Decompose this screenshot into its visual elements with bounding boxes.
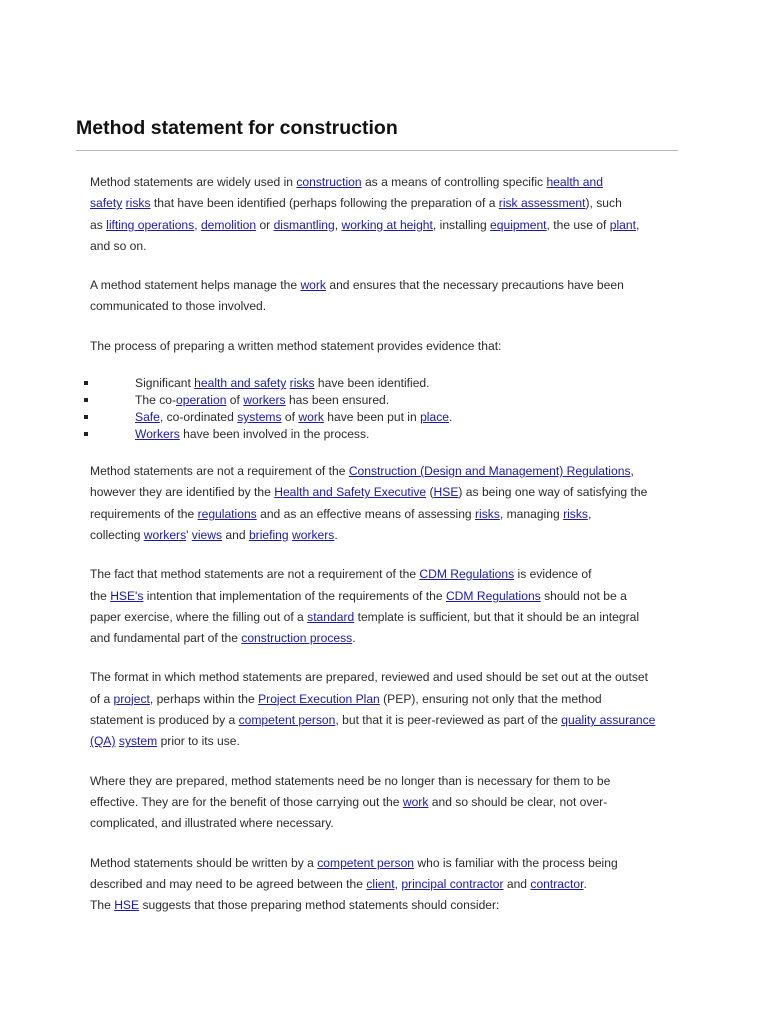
link-competent-person[interactable]: competent person <box>317 855 415 870</box>
text-run: and as an effective means of assessing <box>256 506 476 521</box>
link-health-and[interactable]: health and <box>546 175 603 189</box>
paragraph <box>90 667 680 752</box>
text-run: The co- <box>135 393 176 408</box>
bullet-square-icon <box>84 381 88 385</box>
text-run: Where they are prepared, method statements need be no longer than is necessary for them to be <box>90 773 611 788</box>
bullet-list <box>0 375 680 443</box>
text-run: . <box>352 631 356 646</box>
paragraph <box>90 172 680 257</box>
text-run: . <box>583 876 587 891</box>
text-run: and ensures that the necessary precautions have been <box>325 278 624 293</box>
text-run: the <box>90 588 111 603</box>
link-project-execution-plan[interactable]: Project Execution Plan <box>258 691 380 706</box>
link-principal-contractor[interactable]: principal contractor <box>401 876 504 891</box>
paragraph <box>90 275 680 318</box>
text-run: described and may need to be agreed between the <box>90 876 367 891</box>
text-run: of <box>226 393 244 408</box>
link-contractor[interactable]: contractor <box>530 876 584 891</box>
paragraph <box>90 564 680 649</box>
text-run: and <box>503 876 531 891</box>
text-run: , co-ordinated <box>159 410 238 425</box>
text-run: , <box>194 217 201 232</box>
text-run: , <box>635 217 640 232</box>
text-run: Method statements are widely used in <box>90 175 297 189</box>
link-health-and-safety-executive[interactable]: Health and Safety Executive <box>274 485 427 500</box>
text-run: should not be a <box>540 588 627 603</box>
list-item <box>0 409 680 426</box>
text-run: Significant <box>135 376 195 391</box>
link-operation[interactable]: operation <box>176 393 227 408</box>
text-run: , <box>394 876 402 891</box>
text-run: ( <box>426 485 434 500</box>
link-project[interactable]: project <box>113 691 150 706</box>
link-dismantling[interactable]: dismantling <box>273 217 335 232</box>
article-body <box>90 172 680 916</box>
text-run: intention that implementation of the requirements of the <box>143 588 446 603</box>
link-demolition[interactable]: demolition <box>200 217 257 232</box>
text-run: and so on. <box>90 238 147 253</box>
link-construction[interactable]: construction <box>296 175 362 189</box>
link-risks[interactable]: risks <box>475 506 500 521</box>
text-run: statement is produced by a <box>90 713 239 728</box>
text-run: prior to its use. <box>157 734 240 749</box>
link-hse[interactable]: HSE <box>114 898 140 913</box>
text-run: have been identified. <box>314 376 430 391</box>
link-system[interactable]: system <box>118 734 158 749</box>
text-run: (PEP), ensuring not only that the method <box>379 691 602 706</box>
text-run: Method statements should be written by a <box>90 855 318 870</box>
text-run: has been ensured. <box>285 393 390 408</box>
text-run: The fact that method statements are not a requirement of the <box>90 567 420 582</box>
text-run: , installing <box>432 217 491 232</box>
bullet-square-icon <box>84 415 88 419</box>
text-run: . <box>334 527 338 542</box>
link-construction-design-and-management-regulations[interactable]: Construction (Design and Management) Regulations <box>348 464 631 479</box>
paragraph <box>90 853 680 917</box>
text-run: , <box>334 217 342 232</box>
link-lifting-operations[interactable]: lifting operations <box>106 217 195 232</box>
text-run: effective. They are for the benefit of those carrying out the <box>90 794 403 809</box>
link-client[interactable]: client <box>366 876 395 891</box>
link-work[interactable]: work <box>402 794 429 809</box>
text-run: have been put in <box>323 410 421 425</box>
link-workers[interactable]: workers <box>143 527 187 542</box>
text-run: collecting <box>90 527 144 542</box>
bullet-square-icon <box>84 398 88 402</box>
link-systems[interactable]: systems <box>237 410 282 425</box>
text-run: as <box>90 217 107 232</box>
link-safety[interactable]: safety <box>90 196 123 211</box>
link-standard[interactable]: standard <box>307 609 355 624</box>
paragraph <box>90 461 680 546</box>
link-risks[interactable]: risks <box>289 376 315 391</box>
link-equipment[interactable]: equipment <box>490 217 547 232</box>
text-run: paper exercise, where the filling out of a <box>90 609 308 624</box>
text-run: Method statements are not a requirement of the <box>90 464 349 479</box>
link-hse[interactable]: HSE <box>433 485 459 500</box>
link-regulations[interactable]: regulations <box>197 506 257 521</box>
text-run: . <box>449 410 453 425</box>
link-place[interactable]: place <box>420 410 449 425</box>
text-run: have been involved in the process. <box>179 427 370 442</box>
title-divider <box>76 150 678 151</box>
list-item <box>0 426 680 443</box>
text-run: , but that it is peer-reviewed as part of the <box>335 713 562 728</box>
link-cdm-regulations[interactable]: CDM Regulations <box>445 588 541 603</box>
text-run: is evidence of <box>514 567 592 582</box>
text-run: that have been identified (perhaps following the preparation of a <box>150 196 499 211</box>
link-briefing[interactable]: briefing <box>248 527 289 542</box>
link-qa[interactable]: (QA) <box>90 734 116 749</box>
text-run: The format in which method statements are prepared, reviewed and used should be set out at the outset <box>90 670 648 685</box>
list-item <box>0 375 680 392</box>
text-run: of <box>281 410 299 425</box>
text-run: who is familiar with the process being <box>414 855 618 870</box>
link-work[interactable]: work <box>298 410 324 425</box>
paragraph <box>90 771 680 835</box>
text-run: The process of preparing a written method statement provides evidence that: <box>90 338 502 353</box>
link-risk-assessment[interactable]: risk assessment <box>498 196 586 211</box>
text-run: and <box>222 527 249 542</box>
text-run: and so should be clear, not over- <box>428 794 608 809</box>
text-run: ), such <box>585 196 622 211</box>
text-run: suggests that those preparing method statements should consider: <box>139 898 500 913</box>
link-health-and-safety[interactable]: health and safety <box>194 376 287 391</box>
link-working-at-height[interactable]: working at height <box>341 217 433 232</box>
link-competent-person[interactable]: competent person <box>238 713 336 728</box>
text-run: however they are identified by the <box>90 485 275 500</box>
link-work[interactable]: work <box>300 278 326 293</box>
text-run: or <box>256 217 274 232</box>
text-run: as a means of controlling specific <box>361 175 547 189</box>
text-run: communicated to those involved. <box>90 299 267 314</box>
link-hse-s[interactable]: HSE's <box>110 588 144 603</box>
text-run: ) as being one way of satisfying the <box>458 485 648 500</box>
paragraph <box>90 336 680 357</box>
bullet-square-icon <box>84 432 88 436</box>
link-construction-process[interactable]: construction process <box>241 631 353 646</box>
link-quality-assurance[interactable]: quality assurance <box>561 713 656 728</box>
text-run: , <box>630 464 634 479</box>
text-run: template is sufficient, but that it should be an integral <box>354 609 640 624</box>
text-run: , <box>587 506 592 521</box>
text-run: of a <box>90 691 114 706</box>
text-run: ' <box>186 527 192 542</box>
text-run: , perhaps within the <box>149 691 259 706</box>
link-workers[interactable]: workers <box>243 393 286 408</box>
link-cdm-regulations[interactable]: CDM Regulations <box>419 567 515 582</box>
link-safe[interactable]: Safe <box>135 410 160 425</box>
text-run: A method statement helps manage the <box>90 278 301 293</box>
text-run: and fundamental part of the <box>90 631 242 646</box>
link-views[interactable]: views <box>191 527 223 542</box>
link-risks[interactable]: risks <box>563 506 588 521</box>
list-item <box>0 392 680 409</box>
text-run: , the use of <box>546 217 610 232</box>
text-run: , managing <box>499 506 564 521</box>
link-workers[interactable]: workers <box>292 527 335 542</box>
text-run: complicated, and illustrated where necessary. <box>90 816 334 831</box>
page-title: Method statement for construction <box>76 117 398 139</box>
link-risks[interactable]: risks <box>125 196 151 211</box>
text-run: requirements of the <box>90 506 198 521</box>
link-workers[interactable]: Workers <box>135 427 180 442</box>
link-plant[interactable]: plant <box>609 217 636 232</box>
text-run: The <box>90 898 115 913</box>
